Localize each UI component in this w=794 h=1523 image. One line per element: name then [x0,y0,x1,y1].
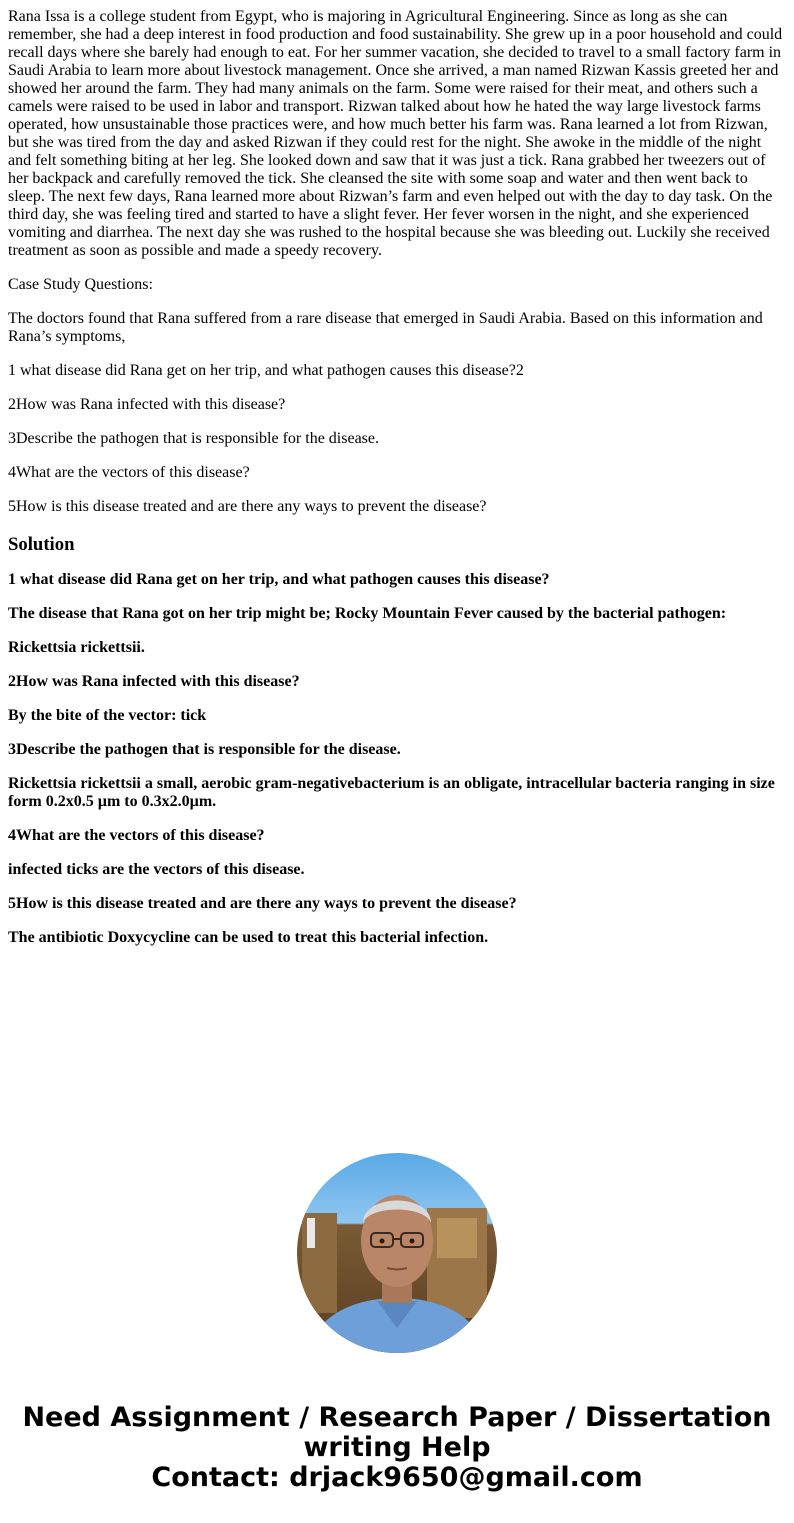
question-1: 1 what disease did Rana get on her trip, and what pathogen causes this disease?2 [8,362,524,379]
solution-answer-5: The antibiotic Doxycycline can be used to treat this bacterial infection. [8,929,489,946]
question-5: 5How is this disease treated and are there any ways to prevent the disease? [8,498,487,515]
case-context: The doctors found that Rana suffered from a rare disease that emerged in Saudi Arabia. Based on this information and Rana’s symptoms, [8,310,763,345]
tutor-avatar [297,1153,497,1353]
solution-question-4: 4What are the vectors of this disease? [8,827,265,844]
solution-question-3: 3Describe the pathogen that is responsible for the disease. [8,741,401,758]
question-3: 3Describe the pathogen that is responsible for the disease. [8,430,379,447]
promo-line-1: Need Assignment / Research Paper / Dissertation [22,1402,772,1433]
question-2: 2How was Rana infected with this disease? [8,396,286,413]
case-study-heading: Case Study Questions: [8,276,153,293]
promo-line-2: writing Help [303,1432,491,1463]
promo-banner [0,1403,794,1493]
intro-paragraph: Rana Issa is a college student from Egypt, who is majoring in Agricultural Engineering. Since as long as she can remember, she had a deep interest in food production and food sustainability. She grew up in a poor household and could recall days where she barely had enough to eat. For her summer vacation, she decided to travel to a small factory farm in Saudi Arabia to learn more about livestock management. Once she arrived, a man named Rizwan Kassis greeted her and showed her around the farm. They had many animals on the farm. Some were raised for their meat, and others such a camels were raised to be used in labor and transport. Rizwan talked about how he hated the way large livestock farms operated, how unsustainable those practices were, and how much better his farm was. Rana learned a lot from Rizwan, but she was tired from the day and asked Rizwan if they could rest for the night. She awoke in the middle of the night and felt something biting at her leg. She looked down and saw that it was just a tick. Rana grabbed her tweezers out of her backpack and carefully removed the tick. She cleansed the site with some soap and water and then went back to sleep. The next few days, Rana learned more about Rizwan’s farm and even helped out with the day to day task. On the third day, she was feeling tired and started to have a slight fever. Her fever worsen in the night, and she experienced vomiting and diarrhea. The next day she was rushed to the hospital because she was bleeding out. Luckily she received treatment as soon as possible and made a speedy recovery. [8,8,783,259]
solution-answer-3: Rickettsia rickettsii a small, aerobic gram-negativebacterium is an obligate, intracellular bacteria ranging in size form 0.2x0.5 µm to 0.3x2.0µm. [8,775,775,810]
solution-answer-4: infected ticks are the vectors of this disease. [8,861,305,878]
question-4: 4What are the vectors of this disease? [8,464,250,481]
solution-answer-1: The disease that Rana got on her trip might be; Rocky Mountain Fever caused by the bacterial pathogen: [8,605,727,622]
avatar-portrait [297,1153,497,1353]
solution-heading: Solution [8,534,75,555]
solution-answer-1-pathogen: Rickettsia rickettsii. [8,639,145,656]
solution-question-1: 1 what disease did Rana get on her trip, and what pathogen causes this disease? [8,571,550,588]
article-content [8,8,786,963]
solution-question-2: 2How was Rana infected with this disease? [8,673,300,690]
promo-contact[interactable]: Contact: drjack9650@gmail.com [151,1462,643,1493]
solution-answer-2: By the bite of the vector: tick [8,707,207,724]
solution-question-5: 5How is this disease treated and are there any ways to prevent the disease? [8,895,517,912]
